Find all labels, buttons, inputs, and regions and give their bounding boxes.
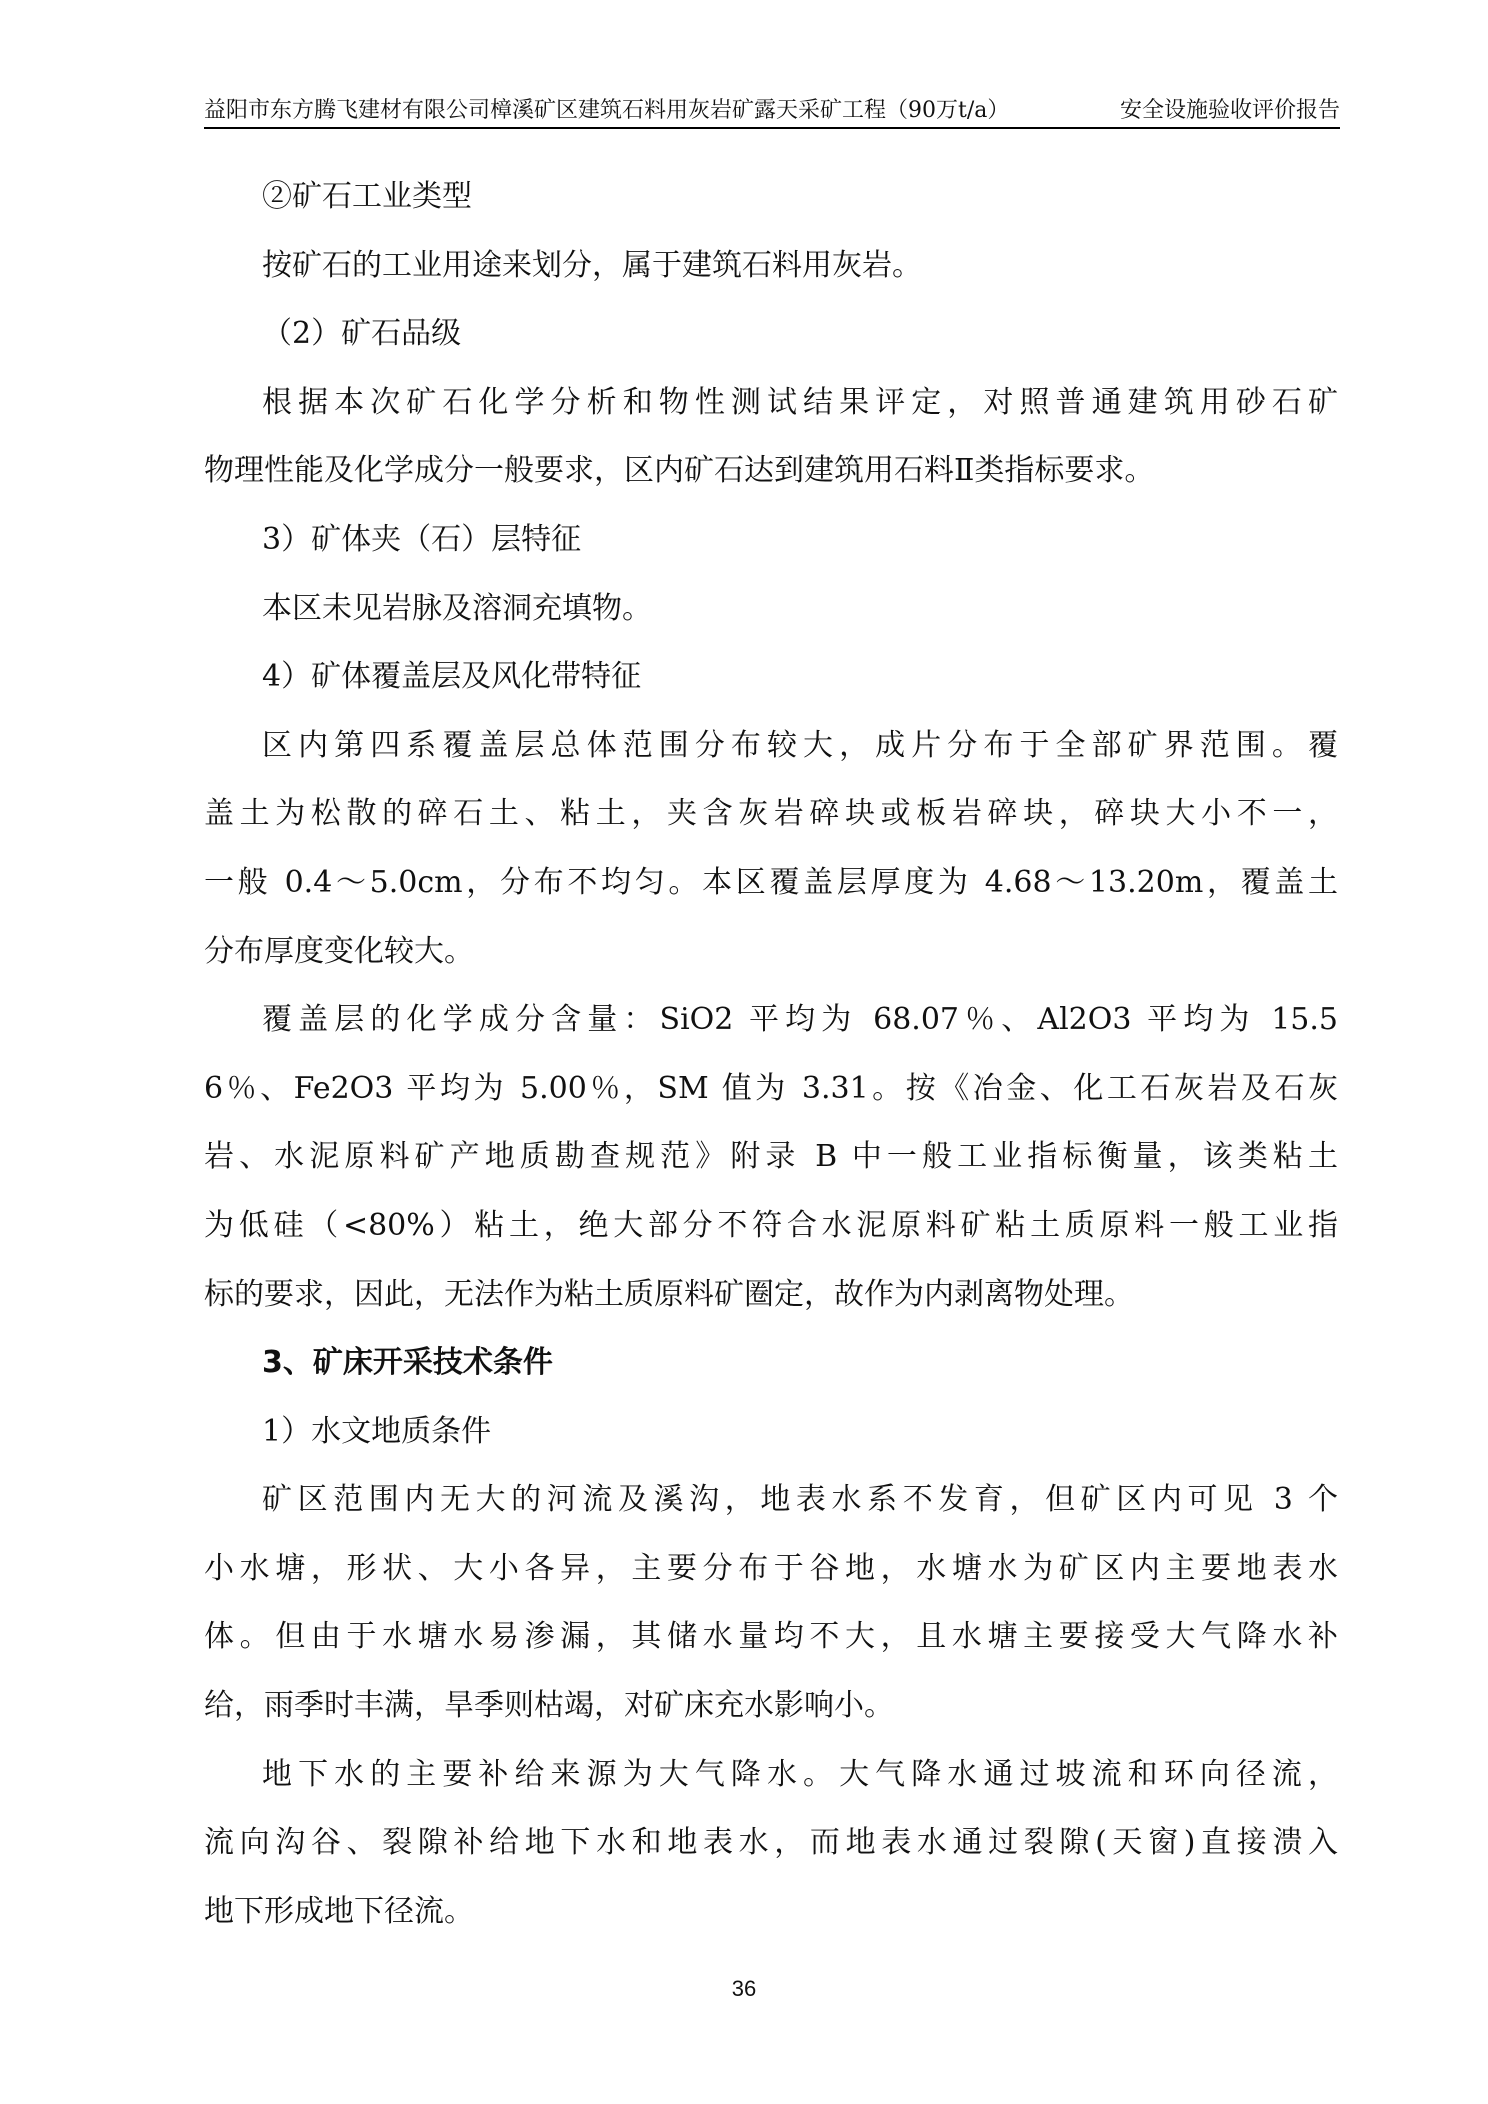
text-line: 岩、水泥原料矿产地质勘查规范》附录 B 中一般工业指标衡量，该类粘土 xyxy=(204,1139,1338,1175)
paragraph xyxy=(204,1398,1338,1467)
header-project-title: 益阳市东方腾飞建材有限公司樟溪矿区建筑石料用灰岩矿露天采矿工程（90万t/a） xyxy=(204,98,1010,123)
text-line: 分布厚度变化较大。 xyxy=(204,933,474,969)
text-line: 6％、Fe2O3 平均为 5.00％，SM 值为 3.31。按《冶金、化工石灰岩及石灰 xyxy=(204,1070,1338,1106)
section-heading xyxy=(204,1329,1338,1398)
text-line: ②矿石工业类型 xyxy=(262,179,472,214)
text-line: 覆盖层的化学成分含量：SiO2 平均为 68.07％、Al2O3 平均为 15.5 xyxy=(262,1002,1338,1038)
text-line: 3、矿床开采技术条件 xyxy=(262,1345,553,1381)
paragraph xyxy=(204,506,1338,575)
text-line: 本区未见岩脉及溶洞充填物。 xyxy=(262,590,652,626)
paragraph xyxy=(204,1741,1338,1947)
text-line: 为低硅（<80%）粘土，绝大部分不符合水泥原料矿粘土质原料一般工业指 xyxy=(204,1207,1338,1243)
text-line: 物理性能及化学成分一般要求，区内矿石达到建筑用石料Ⅱ类指标要求。 xyxy=(204,453,1155,489)
paragraph xyxy=(204,232,1338,301)
text-line: 流向沟谷、裂隙补给地下水和地表水，而地表水通过裂隙(天窗)直接溃入 xyxy=(204,1825,1338,1861)
document-body xyxy=(204,163,1338,1946)
text-line: 1）水文地质条件 xyxy=(262,1413,492,1449)
text-line: 区内第四系覆盖层总体范围分布较大，成片分布于全部矿界范围。覆 xyxy=(262,727,1338,763)
paragraph xyxy=(204,369,1338,506)
text-line: 地下水的主要补给来源为大气降水。大气降水通过坡流和环向径流， xyxy=(262,1756,1338,1792)
text-line: 4）矿体覆盖层及风化带特征 xyxy=(262,659,642,695)
paragraph xyxy=(204,712,1338,986)
text-line: （2）矿石品级 xyxy=(262,316,462,352)
paragraph xyxy=(204,1466,1338,1740)
text-line: 给，雨季时丰满，旱季则枯竭，对矿床充水影响小。 xyxy=(204,1688,894,1724)
paragraph xyxy=(204,575,1338,644)
text-line: 标的要求，因此，无法作为粘土质原料矿圈定，故作为内剥离物处理。 xyxy=(204,1276,1134,1312)
text-line: 一般 0.4～5.0cm，分布不均匀。本区覆盖层厚度为 4.68～13.20m，覆盖土 xyxy=(204,864,1338,900)
paragraph xyxy=(204,163,1338,232)
text-line: 盖土为松散的碎石土、粘土，夹含灰岩碎块或板岩碎块，碎块大小不一， xyxy=(204,796,1338,832)
paragraph xyxy=(204,986,1338,1329)
paragraph xyxy=(204,300,1338,369)
text-line: 体。但由于水塘水易渗漏，其储水量均不大，且水塘主要接受大气降水补 xyxy=(204,1619,1338,1655)
page-number: 36 xyxy=(731,1976,757,2001)
text-line: 小水塘，形状、大小各异，主要分布于谷地，水塘水为矿区内主要地表水 xyxy=(204,1550,1338,1586)
header-report-type: 安全设施验收评价报告 xyxy=(1119,98,1340,123)
text-line: 按矿石的工业用途来划分，属于建筑石料用灰岩。 xyxy=(262,247,922,283)
text-line: 3）矿体夹（石）层特征 xyxy=(262,521,582,557)
header-divider xyxy=(204,127,1340,129)
paragraph xyxy=(204,643,1338,712)
text-line: 根据本次矿石化学分析和物性测试结果评定，对照普通建筑用砂石矿 xyxy=(262,384,1338,420)
text-line: 矿区范围内无大的河流及溪沟，地表水系不发育，但矿区内可见 3 个 xyxy=(262,1482,1338,1518)
page-header xyxy=(204,96,1340,126)
text-line: 地下形成地下径流。 xyxy=(204,1893,474,1929)
